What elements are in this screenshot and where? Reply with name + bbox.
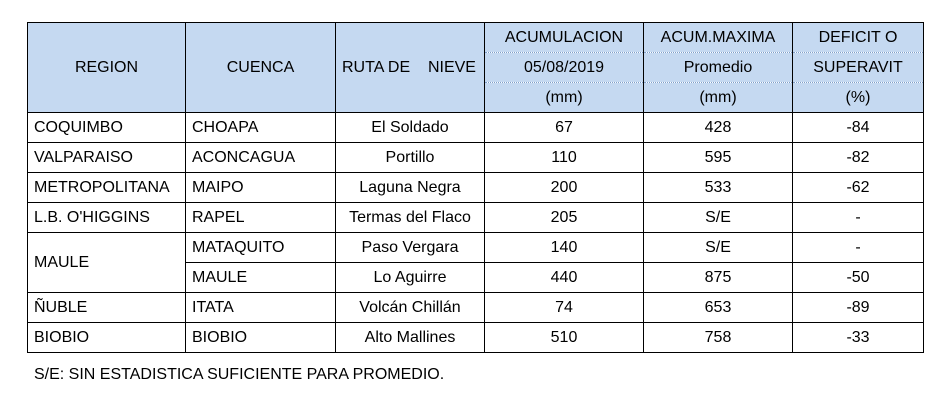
cell-max: 595 (644, 143, 793, 173)
cell-acum: 67 (485, 113, 644, 143)
cell-cuenca: ITATA (186, 293, 336, 323)
header-superavit: SUPERAVIT (793, 53, 924, 83)
table-row (28, 173, 924, 203)
cell-def: -33 (793, 323, 924, 353)
cell-max: 758 (644, 323, 793, 353)
cell-region: MAULE (28, 233, 186, 293)
cell-acum: 110 (485, 143, 644, 173)
header-max-promedio: Promedio (644, 53, 793, 83)
cell-region: L.B. O'HIGGINS (28, 203, 186, 233)
cell-cuenca: MAIPO (186, 173, 336, 203)
cell-region: BIOBIO (28, 323, 186, 353)
header-def-unit: (%) (793, 83, 924, 113)
cell-cuenca: CHOAPA (186, 113, 336, 143)
cell-max: 875 (644, 263, 793, 293)
table-row (28, 323, 924, 353)
header-acum-date: 05/08/2019 (485, 53, 644, 83)
table-row (28, 203, 924, 233)
cell-ruta: Volcán Chillán (336, 293, 485, 323)
cell-acum: 200 (485, 173, 644, 203)
cell-ruta: Lo Aguirre (336, 263, 485, 293)
cell-ruta: El Soldado (336, 113, 485, 143)
footnote: S/E: SIN ESTADISTICA SUFICIENTE PARA PROMEDIO. (34, 366, 445, 383)
cell-acum: 205 (485, 203, 644, 233)
cell-acum: 440 (485, 263, 644, 293)
cell-acum: 140 (485, 233, 644, 263)
table-row (28, 233, 924, 263)
header-acum-unit: (mm) (485, 83, 644, 113)
cell-ruta: Laguna Negra (336, 173, 485, 203)
cell-cuenca: MATAQUITO (186, 233, 336, 263)
cell-acum: 510 (485, 323, 644, 353)
cell-cuenca: MAULE (186, 263, 336, 293)
cell-ruta: Paso Vergara (336, 233, 485, 263)
cell-max: 428 (644, 113, 793, 143)
header-acum-maxima: ACUM.MAXIMA (644, 23, 793, 53)
cell-region: ÑUBLE (28, 293, 186, 323)
cell-ruta: Termas del Flaco (336, 203, 485, 233)
header-row-1 (28, 23, 924, 53)
header-acumulacion: ACUMULACION (485, 23, 644, 53)
table-row (28, 113, 924, 143)
cell-def: -62 (793, 173, 924, 203)
cell-cuenca: ACONCAGUA (186, 143, 336, 173)
cell-cuenca: RAPEL (186, 203, 336, 233)
table-row (28, 143, 924, 173)
header-region: REGION (28, 23, 186, 113)
cell-max: S/E (644, 203, 793, 233)
cell-def: -84 (793, 113, 924, 143)
cell-region: COQUIMBO (28, 113, 186, 143)
cell-region: METROPOLITANA (28, 173, 186, 203)
cell-ruta: Portillo (336, 143, 485, 173)
snow-accumulation-table (27, 22, 924, 353)
cell-def: -89 (793, 293, 924, 323)
cell-def: - (793, 233, 924, 263)
header-deficit: DEFICIT O (793, 23, 924, 53)
header-ruta: RUTA DE NIEVE (336, 23, 485, 113)
cell-def: -50 (793, 263, 924, 293)
cell-ruta: Alto Mallines (336, 323, 485, 353)
header-cuenca: CUENCA (186, 23, 336, 113)
cell-max: 653 (644, 293, 793, 323)
cell-def: - (793, 203, 924, 233)
cell-max: 533 (644, 173, 793, 203)
header-max-unit: (mm) (644, 83, 793, 113)
cell-max: S/E (644, 233, 793, 263)
cell-region: VALPARAISO (28, 143, 186, 173)
cell-acum: 74 (485, 293, 644, 323)
cell-def: -82 (793, 143, 924, 173)
cell-cuenca: BIOBIO (186, 323, 336, 353)
table-row (28, 293, 924, 323)
